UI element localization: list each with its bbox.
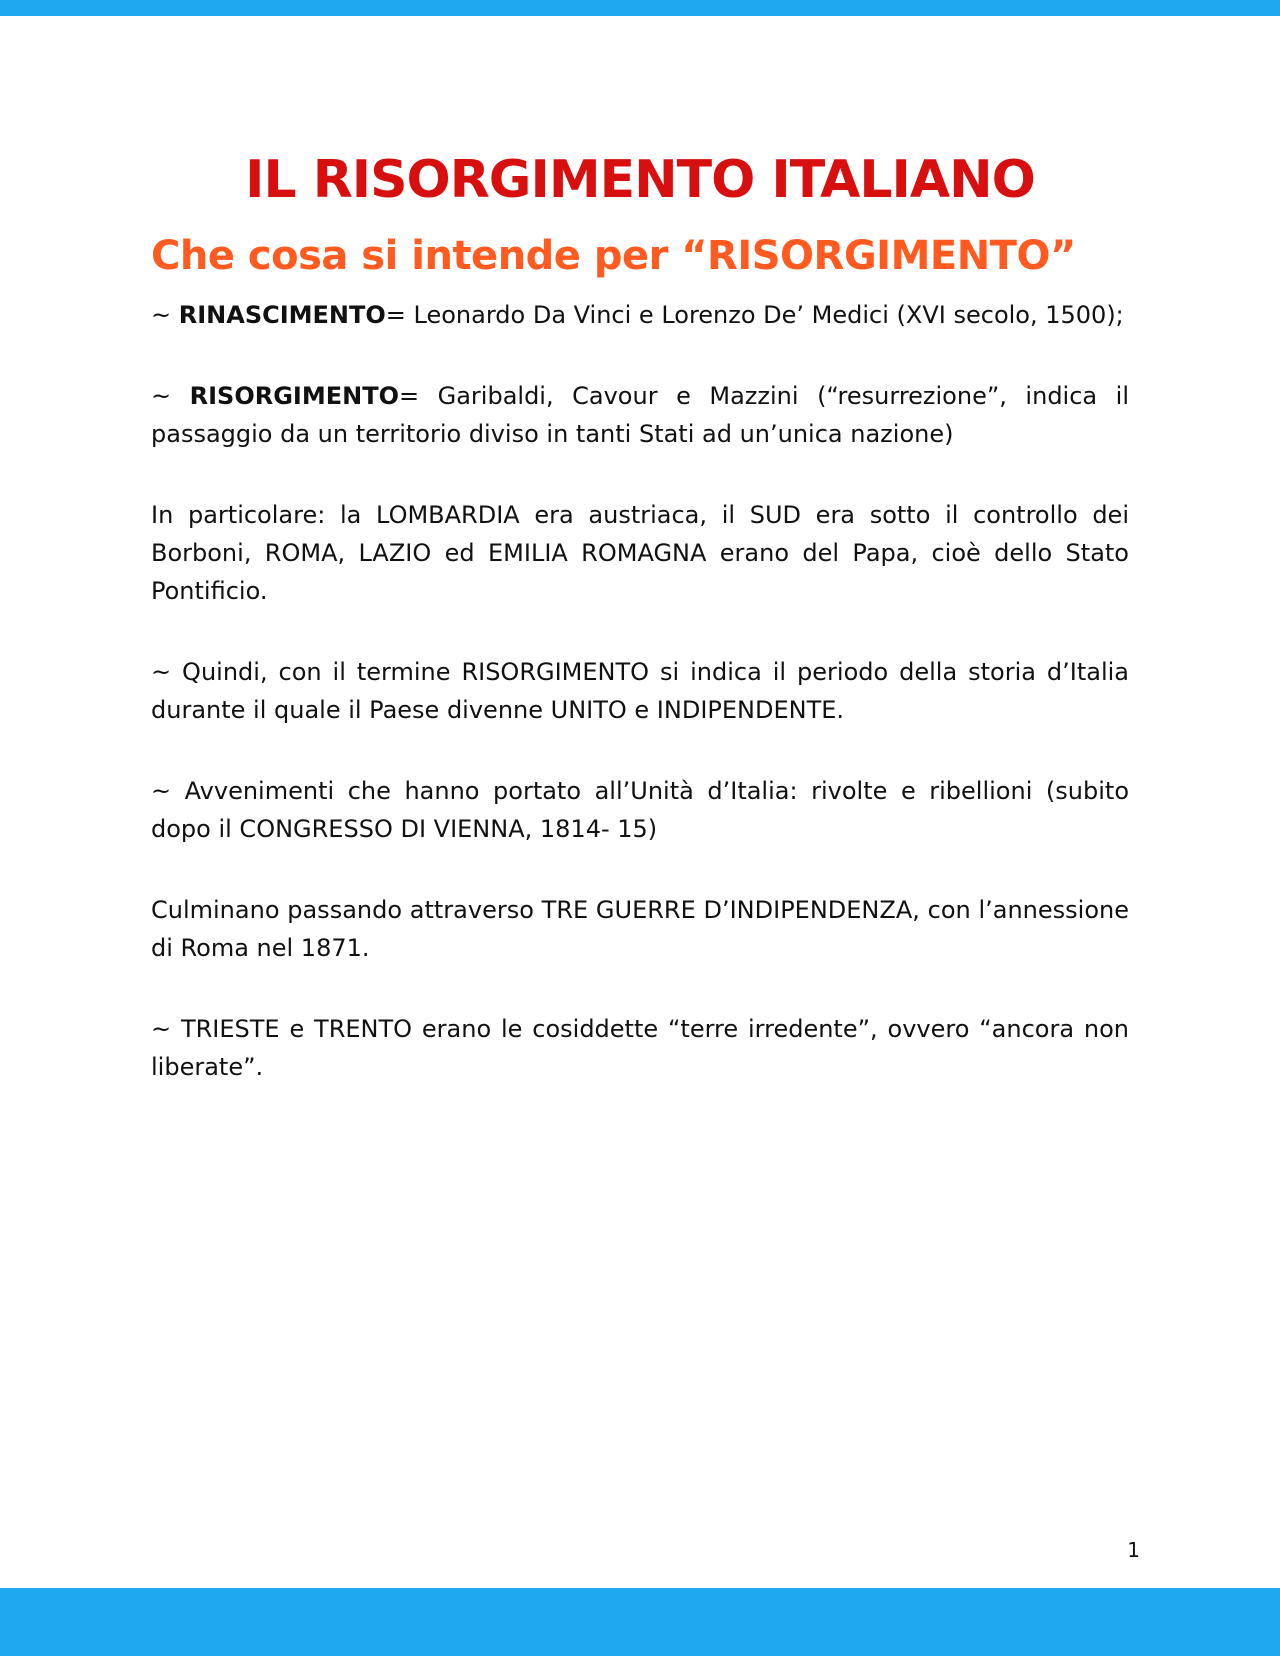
tilde-prefix: ~ (151, 382, 190, 410)
paragraph-terre-irredente: ~ TRIESTE e TRENTO erano le cosiddette “terre irredente”, ovvero “ancora non liberate”. (151, 1015, 1129, 1081)
paragraph-risorgimento (151, 377, 1129, 453)
paragraph-avvenimenti: ~ Avvenimenti che hanno portato all’Unità d’Italia: rivolte e ribellioni (subito dopo il CONGRESSO DI VIENNA, 1814- 15) (151, 777, 1129, 843)
document-body (151, 148, 1129, 1129)
definition-risorgimento: = Garibaldi, Cavour e Mazzini (“resurrezione”, indica il passaggio da un territorio diviso in tanti Stati ad un’unica nazione) (151, 382, 1129, 448)
paragraph-rinascimento (151, 296, 1129, 334)
bottom-accent-bar (0, 1588, 1280, 1656)
section-heading: Che cosa si intende per “RISORGIMENTO” (151, 233, 1076, 279)
term-risorgimento: RISORGIMENTO (189, 382, 399, 410)
paragraph-culminano: Culminano passando attraverso TRE GUERRE D’INDIPENDENZA, con l’annessione di Roma nel 1871. (151, 896, 1129, 962)
top-accent-bar (0, 0, 1280, 16)
definition-rinascimento: = Leonardo Da Vinci e Lorenzo De’ Medici (XVI secolo, 1500); (385, 301, 1124, 329)
paragraph-quindi: ~ Quindi, con il termine RISORGIMENTO si indica il periodo della storia d’Italia durante il quale il Paese divenne UNITO e INDIPENDENTE. (151, 658, 1129, 724)
tilde-prefix: ~ (151, 301, 179, 329)
page-number: 1 (1127, 1538, 1140, 1562)
page-title: IL RISORGIMENTO ITALIANO (245, 150, 1035, 210)
paragraph-in-particolare: In particolare: la LOMBARDIA era austriaca, il SUD era sotto il controllo dei Borboni, ROMA, LAZIO ed EMILIA ROMAGNA erano del Papa, cioè dello Stato Pontificio. (151, 501, 1129, 605)
term-rinascimento: RINASCIMENTO (178, 301, 386, 329)
